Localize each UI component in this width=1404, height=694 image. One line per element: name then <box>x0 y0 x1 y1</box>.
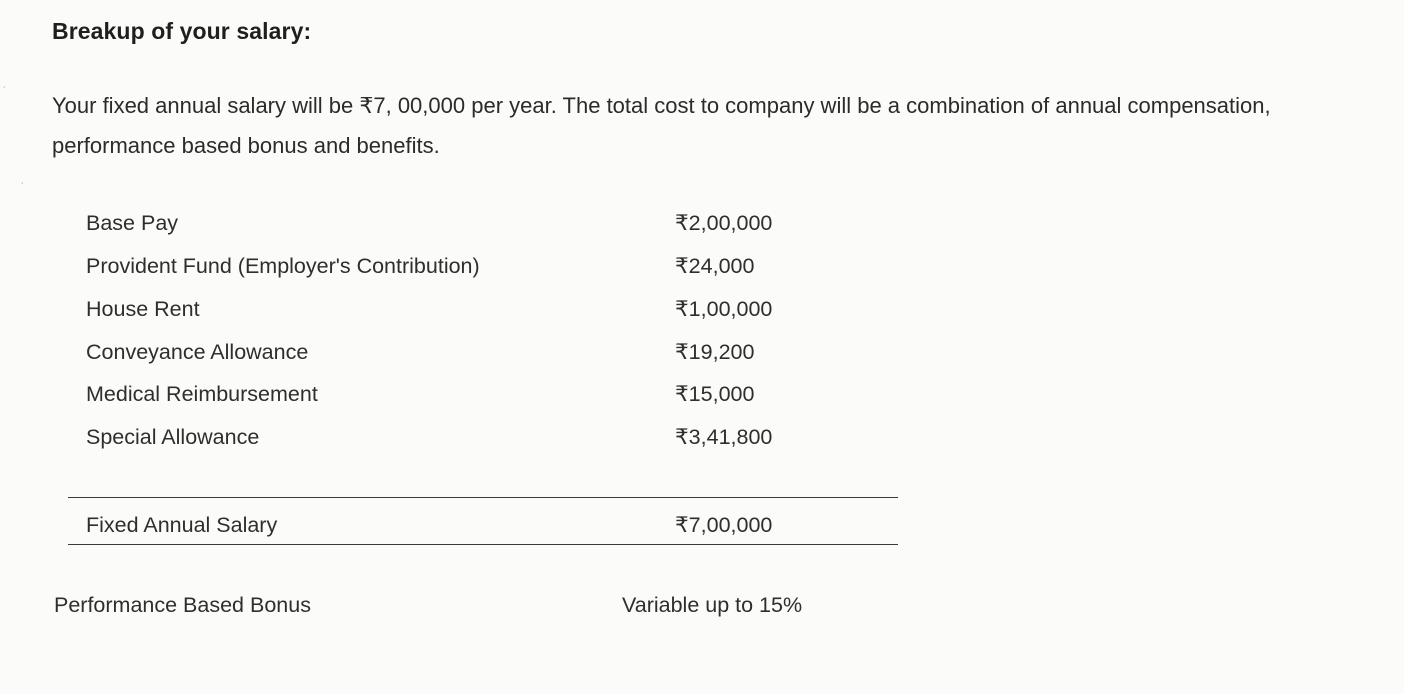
section-heading: Breakup of your salary: <box>52 18 312 44</box>
bonus-label: Performance Based Bonus <box>54 593 311 617</box>
intro-paragraph: Your fixed annual salary will be ₹7, 00,000 per year. The total cost to company will be a combination of annual compensation, performance based bonus and benefits. <box>52 93 1271 158</box>
total-label: Fixed Annual Salary <box>86 513 278 537</box>
breakup-label-provident-fund: Provident Fund (Employer's Contribution) <box>86 254 480 278</box>
bonus-value: Variable up to 15% <box>622 593 803 617</box>
breakup-value-conveyance: ₹19,200 <box>675 340 755 364</box>
total-value: ₹7,00,000 <box>675 513 773 537</box>
breakup-value-medical: ₹15,000 <box>675 382 755 406</box>
divider-top <box>68 497 898 498</box>
breakup-label-base-pay: Base Pay <box>86 211 179 235</box>
breakup-value-provident-fund: ₹24,000 <box>675 254 755 278</box>
breakup-label-special-allowance: Special Allowance <box>86 425 260 449</box>
scan-speck: · <box>2 78 7 94</box>
breakup-value-house-rent: ₹1,00,000 <box>675 297 773 321</box>
breakup-label-conveyance: Conveyance Allowance <box>86 340 309 364</box>
breakup-value-special-allowance: ₹3,41,800 <box>675 425 773 449</box>
breakup-label-house-rent: House Rent <box>86 297 200 321</box>
breakup-label-medical: Medical Reimbursement <box>86 382 318 406</box>
scan-speck: · <box>20 174 25 190</box>
breakup-value-base-pay: ₹2,00,000 <box>675 211 773 235</box>
divider-bottom <box>68 544 898 545</box>
